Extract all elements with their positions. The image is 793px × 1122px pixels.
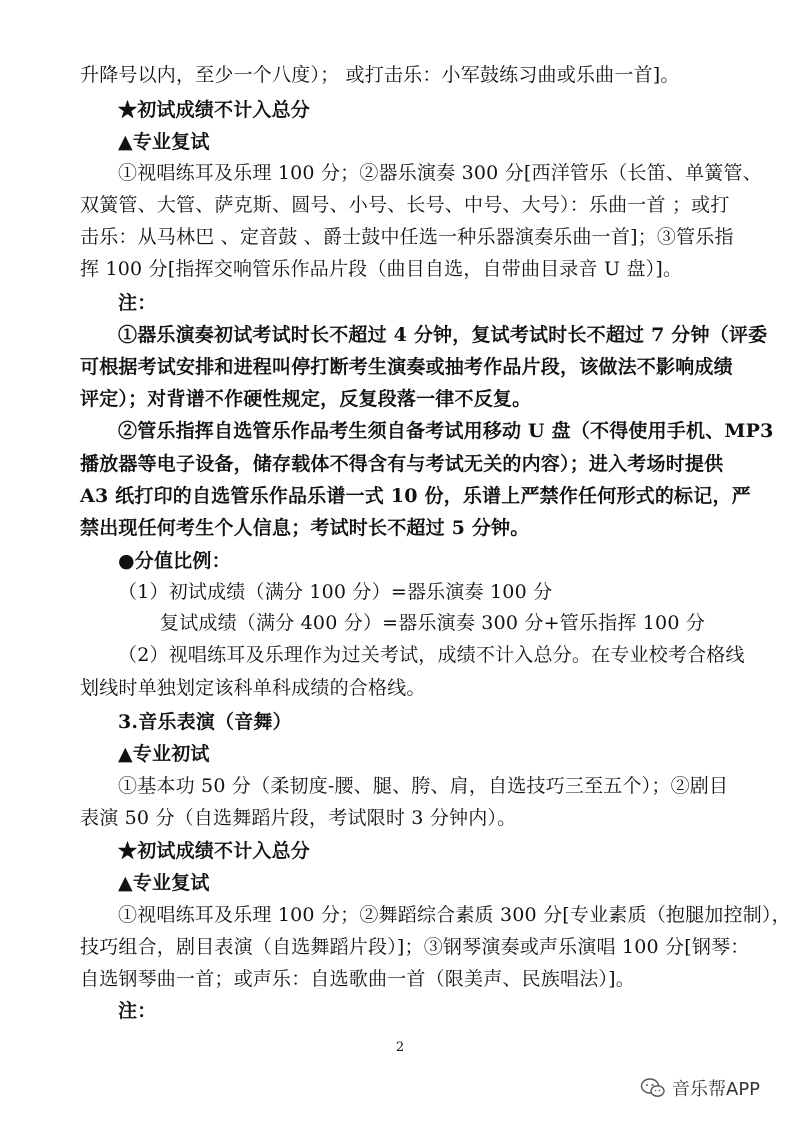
text-line: （1）初试成绩（满分 100 分）=器乐演奏 100 分	[118, 581, 553, 603]
text-line: 自选钢琴曲一首；或声乐：自选歌曲一首（限美声、民族唱法）]。	[80, 968, 635, 990]
wechat-icon	[640, 1077, 666, 1099]
text-line: ●分值比例：	[118, 550, 231, 572]
watermark-text: 音乐帮APP	[672, 1079, 761, 1100]
text-line: 双簧管、大管、萨克斯、圆号、小号、长号、中号、大号）：乐曲一首 ；或打	[80, 194, 730, 216]
text-line: ①视唱练耳及乐理 100 分；②器乐演奏 300 分[西洋管乐（长笛、单簧管、	[118, 162, 762, 184]
text-line: 升降号以内，至少一个八度）； 或打击乐：小军鼓练习曲或乐曲一首]。	[80, 64, 680, 86]
text-line: 注：	[118, 292, 157, 314]
watermark	[640, 1074, 760, 1102]
text-line: 划线时单独划定该科单科成绩的合格线。	[80, 677, 426, 699]
text-line: ▲专业复试	[118, 131, 210, 153]
text-line: ▲专业复试	[118, 872, 210, 894]
text-line: 复试成绩（满分 400 分）=器乐演奏 300 分+管乐指挥 100 分	[160, 612, 706, 634]
text-line: 播放器等电子设备，储存载体不得含有与考试无关的内容）；进入考场时提供	[80, 453, 724, 475]
text-line: ②管乐指挥自选管乐作品考生须自备考试用移动 U 盘（不得使用手机、MP3	[118, 420, 774, 442]
text-line: ▲专业初试	[118, 743, 210, 765]
text-line: 击乐：从马林巴 、定音鼓 、爵士鼓中任选一种乐器演奏乐曲一首]；③管乐指	[80, 226, 734, 248]
text-line: ★初试成绩不计入总分	[118, 99, 311, 121]
text-line: A3 纸打印的自选管乐作品乐谱一式 10 份，乐谱上严禁作任何形式的标记，严	[80, 485, 751, 507]
text-line: ★初试成绩不计入总分	[118, 840, 311, 862]
text-line: 可根据考试安排和进程叫停打断考生演奏或抽考作品片段，该做法不影响成绩	[80, 356, 733, 378]
text-line: 表演 50 分（自选舞蹈片段，考试限时 3 分钟内）。	[80, 807, 517, 829]
text-line: 技巧组合，剧目表演（自选舞蹈片段）]；③钢琴演奏或声乐演唱 100 分[钢琴：	[80, 936, 750, 958]
text-line: 禁出现任何考生个人信息；考试时长不超过 5 分钟。	[80, 517, 530, 539]
text-line: 3.音乐表演（音舞）	[118, 711, 292, 733]
text-line: （2）视唱练耳及乐理作为过关考试，成绩不计入总分。在专业校考合格线	[118, 644, 745, 666]
page-number: 2	[395, 1040, 405, 1055]
text-line: ①基本功 50 分（柔韧度-腰、腿、胯、肩，自选技巧三至五个）；②剧目	[118, 775, 729, 797]
text-line: 注：	[118, 1000, 157, 1022]
text-line: 挥 100 分[指挥交响管乐作品片段（曲目自选，自带曲目录音 U 盘）]。	[80, 258, 683, 280]
text-line: 评定）；对背谱不作硬性规定，反复段落一律不反复。	[80, 388, 532, 410]
text-line: ①视唱练耳及乐理 100 分；②舞蹈综合素质 300 分[专业素质（抱腿加控制），	[118, 904, 791, 926]
text-line: ①器乐演奏初试考试时长不超过 4 分钟，复试考试时长不超过 7 分钟（评委	[118, 324, 768, 346]
